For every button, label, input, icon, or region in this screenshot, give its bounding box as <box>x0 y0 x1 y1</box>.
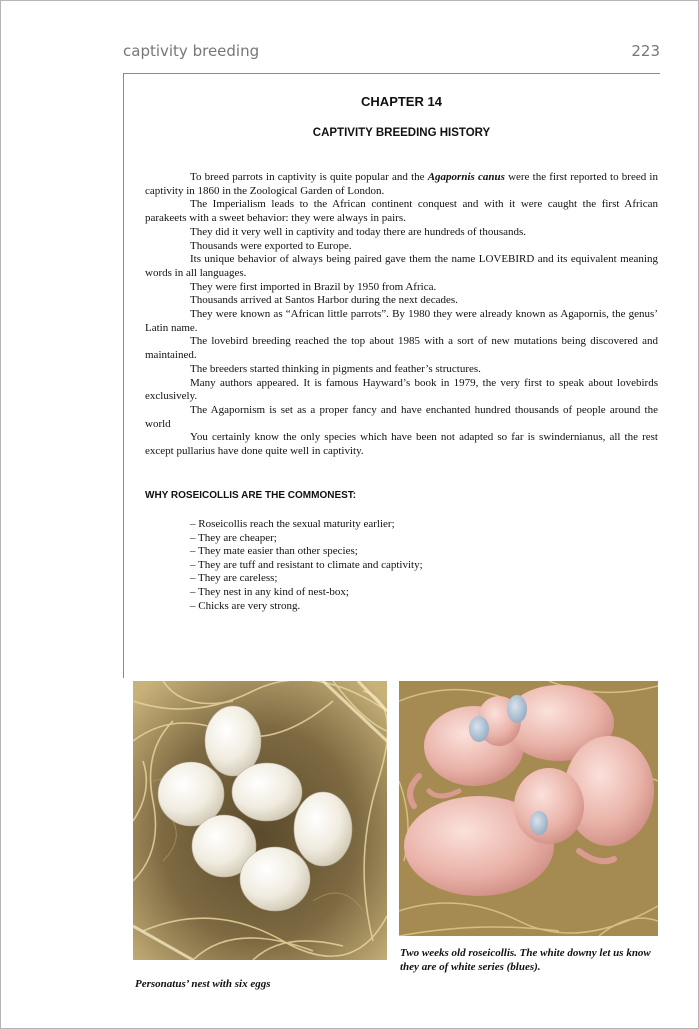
paragraph-text: The breeders started thinking in pigments and feather’s structures. <box>190 362 481 375</box>
bullet-item: – They mate easier than other species; <box>190 545 358 558</box>
chapter-title: CAPTIVITY BREEDING HISTORY <box>312 127 491 139</box>
paragraph-text: You certainly know the only species which have been not adapted so far is swindernianus, all the rest except pullarius have done quite well in captivity. <box>145 431 658 458</box>
paragraph-text: They were known as “African little parrots”. By 1980 they were already known as Agapornis, the genus’ Latin name. <box>145 308 658 334</box>
body-paragraph <box>145 431 658 458</box>
species-name: Agapornis canus <box>427 171 505 183</box>
paragraph-text: Its unique behavior of always being paired gave them the name LOVEBIRD and its equivalent meaning words in all languages. <box>145 253 658 279</box>
body-paragraph <box>145 294 658 308</box>
paragraph-text: Thousands arrived at Santos Harbor during the next decades. <box>190 294 458 307</box>
bullet-item: – They are careless; <box>190 572 278 585</box>
page-number: 223 <box>631 42 660 60</box>
body-paragraph <box>145 377 658 404</box>
bullet-item: – They are cheaper; <box>190 531 277 544</box>
bullet-list <box>190 518 423 613</box>
body-paragraph <box>145 171 658 198</box>
running-head <box>123 42 660 64</box>
body-paragraph <box>145 240 658 254</box>
paragraph-text: They were first imported in Brazil by 1950 from Africa. <box>190 280 437 293</box>
paragraph-text: To breed parrots in captivity is quite popular and the <box>190 171 428 183</box>
body-paragraph <box>145 226 658 240</box>
paragraph-text: Thousands were exported to Europe. <box>190 239 352 252</box>
side-rule <box>123 73 124 678</box>
paragraph-text: were the first reported to breed in captivity in 1860 in the Zoological Garden of London. <box>145 171 658 197</box>
bullet-item: – They nest in any kind of nest-box; <box>190 585 349 598</box>
bullet-item: – They are tuff and resistant to climate and captivity; <box>190 558 423 571</box>
chapter-number: CHAPTER 14 <box>361 94 442 109</box>
paragraph-text: They did it very well in captivity and today there are hundreds of thousands. <box>190 225 527 238</box>
paragraph-text: The Imperialism leads to the African continent conquest and with it were caught the first African parakeets with a sweet behavior: they were always in pairs. <box>145 198 658 225</box>
paragraph-text: The lovebird breeding reached the top about 1985 with a sort of new mutations being discovered and maintained. <box>145 335 658 362</box>
body-paragraph <box>145 308 658 335</box>
paragraph-text: Many authors appeared. It is famous Hayward’s book in 1979, the very first to speak about lovebirds exclusively. <box>145 376 658 403</box>
bullet-item: – Roseicollis reach the sexual maturity earlier; <box>190 518 395 530</box>
running-title: captivity breeding <box>123 42 260 60</box>
left-photo-caption: Personatus’ nest with six eggs <box>135 978 271 990</box>
paragraph-text: The Agapornism is set as a proper fancy and have enchanted hundred thousands of people around the world <box>145 403 658 430</box>
body-paragraph <box>145 281 658 295</box>
roseicollis-chicks-photo <box>399 681 658 936</box>
body-paragraph <box>145 363 658 377</box>
body-paragraph <box>145 253 658 280</box>
header-rule <box>123 73 660 74</box>
section-heading: WHY ROSEICOLLIS ARE THE COMMONEST: <box>145 490 357 501</box>
body-paragraph <box>145 198 658 225</box>
body-paragraph <box>145 335 658 362</box>
right-photo-caption: Two weeks old roseicollis. The white downy let us know they are of white series (blues). <box>400 947 651 973</box>
body-paragraph <box>145 404 658 431</box>
nest-eggs-photo <box>133 681 387 960</box>
body-text <box>145 171 658 459</box>
bullet-item: – Chicks are very strong. <box>190 599 301 612</box>
